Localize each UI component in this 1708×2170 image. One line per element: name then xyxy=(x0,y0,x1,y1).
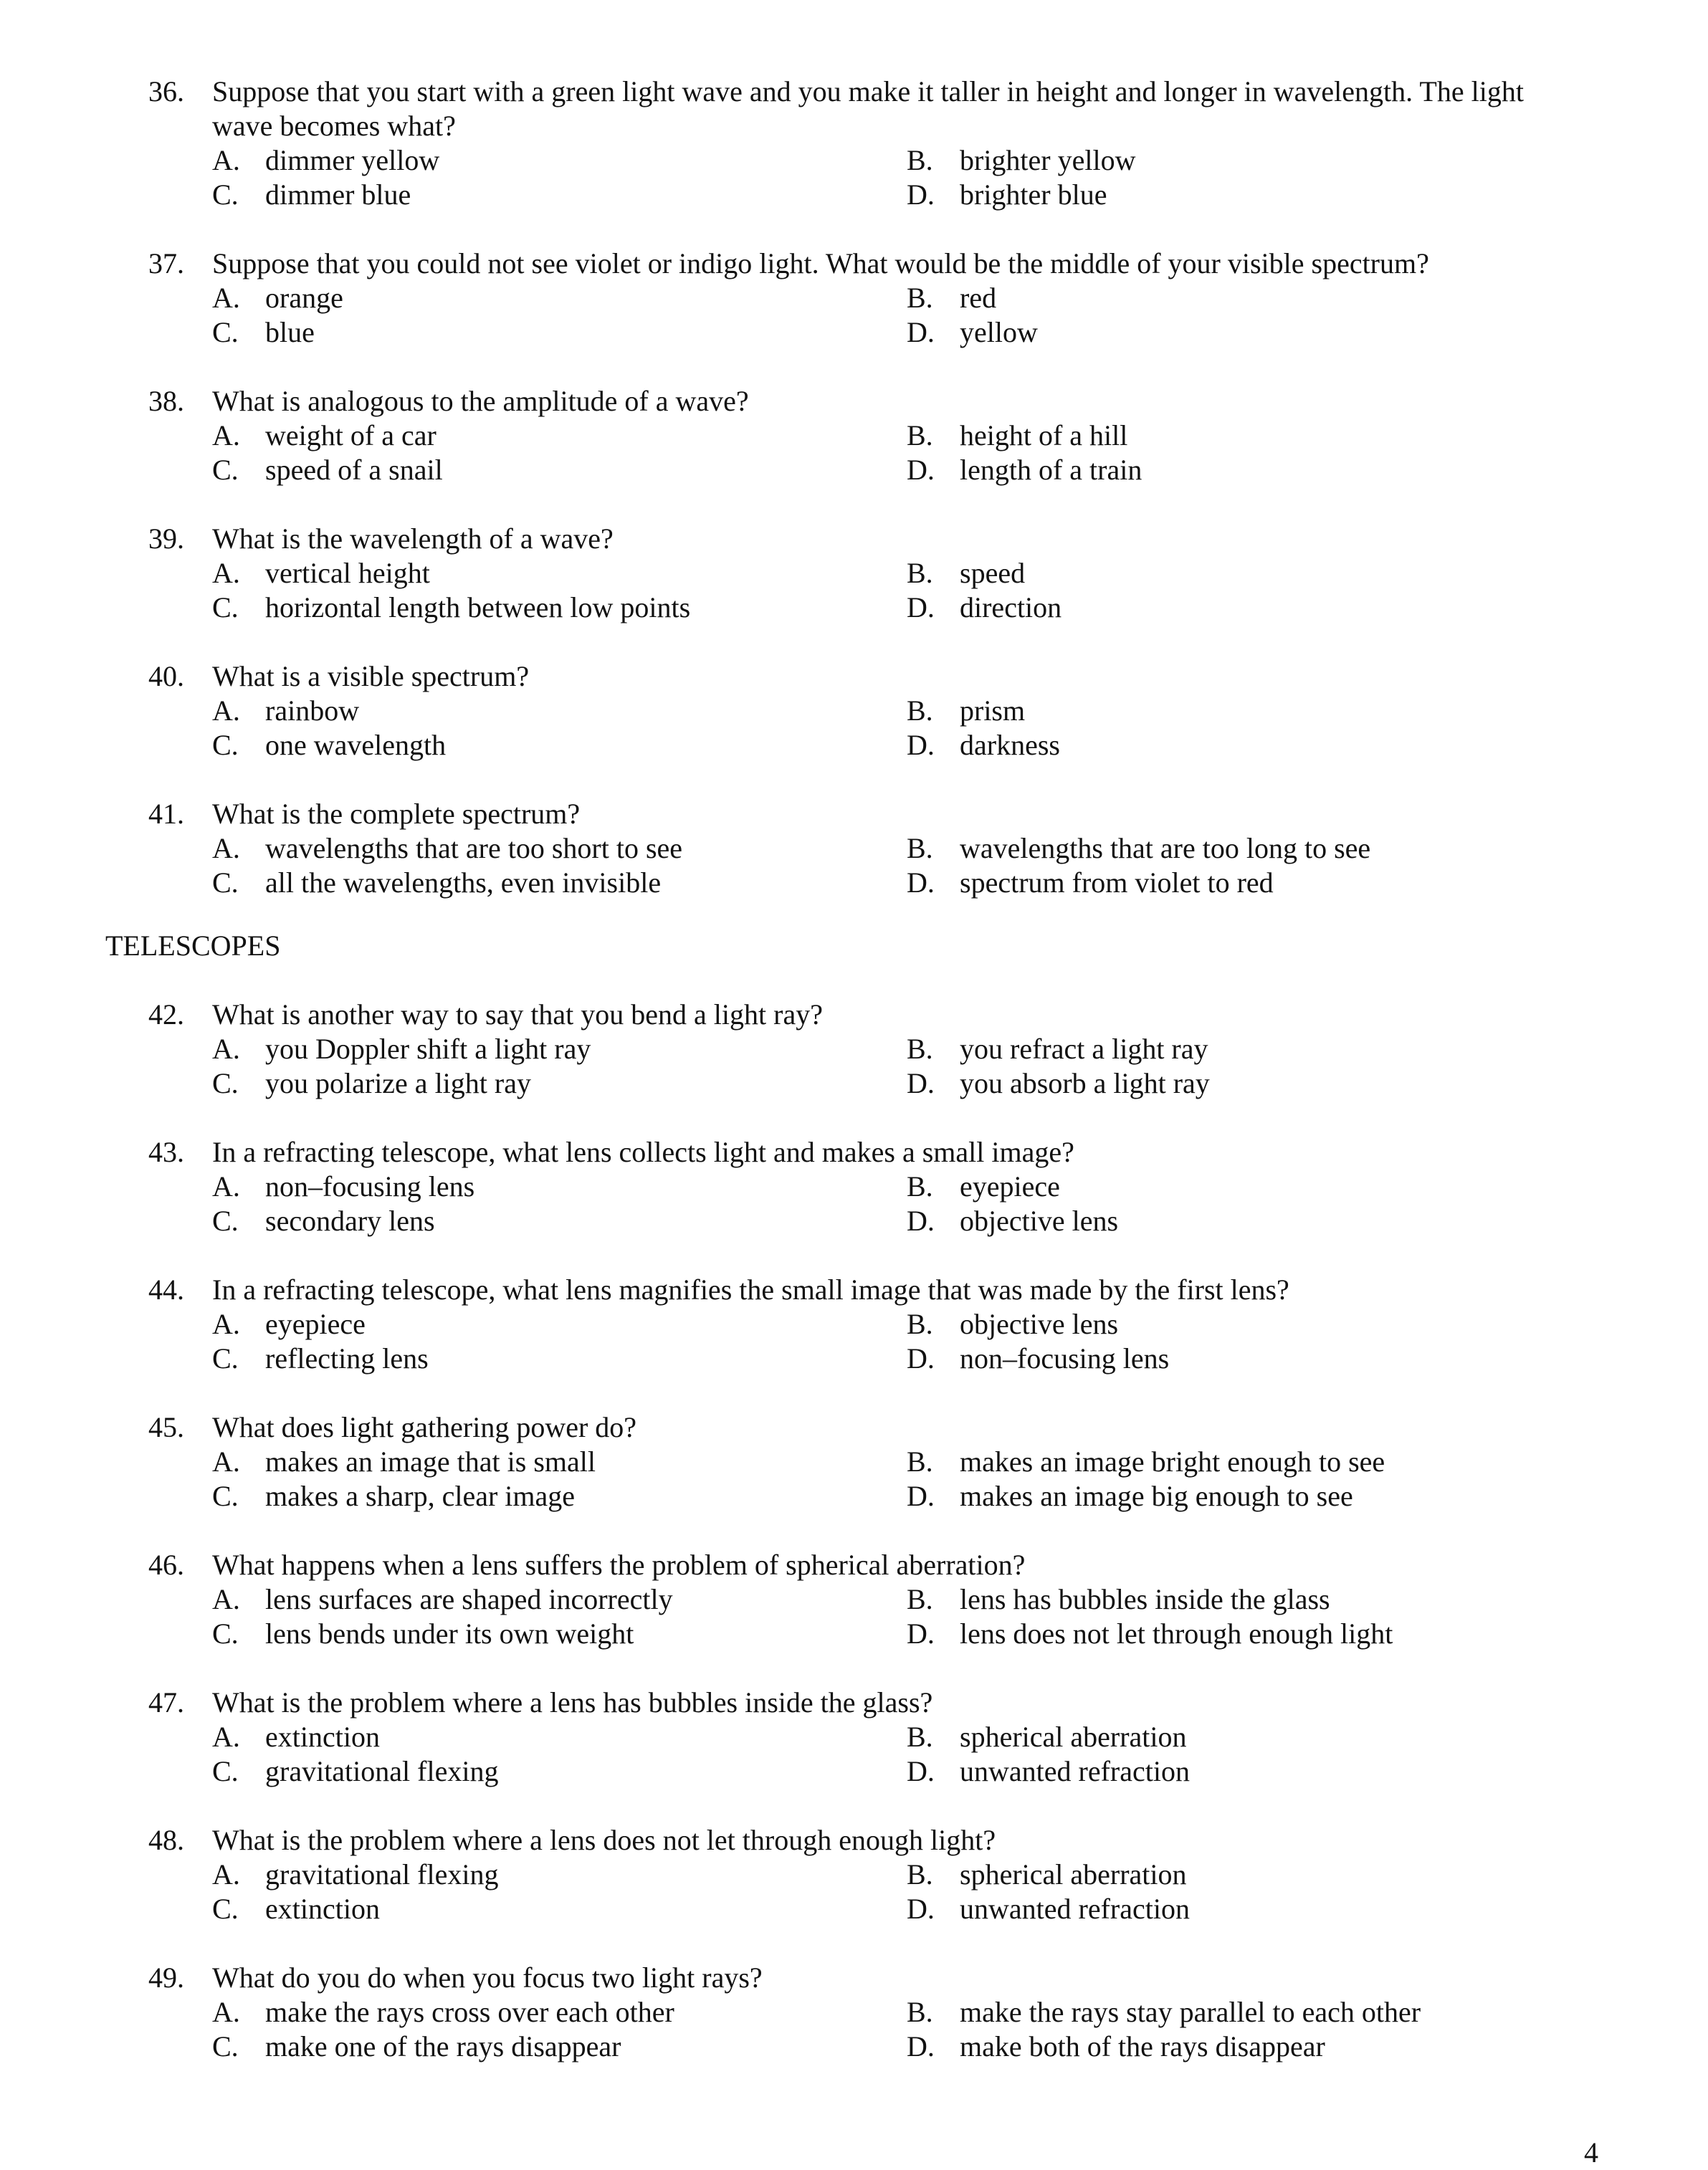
option-a xyxy=(212,1995,674,2030)
option-text: height of a hill xyxy=(960,419,1128,451)
option-text: reflecting lens xyxy=(265,1342,429,1375)
option-letter: B. xyxy=(907,144,933,176)
option-letter: C. xyxy=(212,729,239,761)
option-text: one wavelength xyxy=(265,729,447,761)
option-d xyxy=(907,1754,1190,1789)
option-letter: C. xyxy=(212,1893,239,1925)
option-d xyxy=(907,178,1107,212)
option-d xyxy=(907,453,1142,487)
option-text: unwanted refraction xyxy=(960,1755,1190,1787)
option-text: gravitational flexing xyxy=(265,1755,499,1787)
option-letter: A. xyxy=(212,557,240,589)
option-text: spherical aberration xyxy=(960,1858,1187,1891)
option-letter: C. xyxy=(212,2030,239,2063)
option-b xyxy=(907,281,996,315)
option-text: spherical aberration xyxy=(960,1721,1187,1753)
option-text: eyepiece xyxy=(960,1170,1060,1203)
question-number: 47. xyxy=(148,1686,184,1719)
question-number: 38. xyxy=(148,385,184,417)
option-letter: B. xyxy=(907,1033,933,1065)
option-letter: A. xyxy=(212,1858,240,1891)
option-c xyxy=(212,866,661,900)
option-c xyxy=(212,1617,634,1651)
question-text: Suppose that you could not see violet or indigo light. What would be the middle of your visible spectrum? xyxy=(212,247,1429,279)
option-d xyxy=(907,1892,1190,1926)
option-letter: C. xyxy=(212,1480,239,1512)
option-c xyxy=(212,728,446,763)
option-a xyxy=(212,831,682,866)
question-text: What do you do when you focus two light rays? xyxy=(212,1961,763,1994)
question-number: 46. xyxy=(148,1549,184,1581)
question-text: In a refracting telescope, what lens collects light and makes a small image? xyxy=(212,1136,1074,1168)
option-a xyxy=(212,556,430,591)
option-b xyxy=(907,831,1370,866)
option-letter: C. xyxy=(212,454,239,486)
option-letter: C. xyxy=(212,1755,239,1787)
option-d xyxy=(907,1342,1169,1376)
option-b xyxy=(907,556,1025,591)
option-text: darkness xyxy=(960,729,1060,761)
option-text: eyepiece xyxy=(265,1308,366,1340)
question-number: 42. xyxy=(148,998,184,1031)
option-b xyxy=(907,1307,1118,1342)
option-a xyxy=(212,1307,366,1342)
option-text: lens does not let through enough light xyxy=(960,1617,1393,1650)
option-c xyxy=(212,178,411,212)
option-text: you absorb a light ray xyxy=(960,1067,1210,1099)
option-letter: B. xyxy=(907,694,933,727)
question-text: What is a visible spectrum? xyxy=(212,660,530,692)
option-text: wavelengths that are too long to see xyxy=(960,832,1371,864)
option-text: you polarize a light ray xyxy=(265,1067,531,1099)
option-text: gravitational flexing xyxy=(265,1858,499,1891)
option-text: non–focusing lens xyxy=(265,1170,475,1203)
option-text: you Doppler shift a light ray xyxy=(265,1033,591,1065)
option-letter: B. xyxy=(907,282,933,314)
option-letter: D. xyxy=(907,1480,935,1512)
option-letter: C. xyxy=(212,1205,239,1237)
option-letter: D. xyxy=(907,1205,935,1237)
option-c xyxy=(212,1754,498,1789)
option-text: prism xyxy=(960,694,1026,727)
option-letter: B. xyxy=(907,1583,933,1615)
option-letter: C. xyxy=(212,178,239,211)
option-text: wavelengths that are too short to see xyxy=(265,832,683,864)
option-text: yellow xyxy=(960,316,1038,348)
option-c xyxy=(212,1066,531,1101)
option-letter: C. xyxy=(212,1617,239,1650)
option-text: makes an image bright enough to see xyxy=(960,1445,1385,1478)
option-text: orange xyxy=(265,282,343,314)
option-a xyxy=(212,1582,673,1617)
option-letter: C. xyxy=(212,1067,239,1099)
option-letter: B. xyxy=(907,419,933,451)
option-text: non–focusing lens xyxy=(960,1342,1170,1375)
option-text: makes a sharp, clear image xyxy=(265,1480,576,1512)
option-letter: B. xyxy=(907,557,933,589)
option-text: makes an image that is small xyxy=(265,1445,596,1478)
option-c xyxy=(212,1204,435,1238)
option-letter: D. xyxy=(907,729,935,761)
option-letter: A. xyxy=(212,1170,240,1203)
option-letter: B. xyxy=(907,1170,933,1203)
option-text: horizontal length between low points xyxy=(265,591,691,623)
question-text: What is the problem where a lens does not let through enough light? xyxy=(212,1824,996,1856)
question-number: 37. xyxy=(148,247,184,279)
option-c xyxy=(212,1342,429,1376)
option-letter: D. xyxy=(907,178,935,211)
option-d xyxy=(907,1066,1210,1101)
option-letter: A. xyxy=(212,832,240,864)
option-text: make the rays cross over each other xyxy=(265,1996,674,2028)
option-letter: A. xyxy=(212,144,240,176)
option-text: make the rays stay parallel to each other xyxy=(960,1996,1421,2028)
option-letter: A. xyxy=(212,1033,240,1065)
option-text: speed xyxy=(960,557,1026,589)
option-text: makes an image big enough to see xyxy=(960,1480,1353,1512)
option-text: brighter yellow xyxy=(960,144,1136,176)
option-letter: A. xyxy=(212,1583,240,1615)
option-letter: D. xyxy=(907,591,935,623)
question-number: 43. xyxy=(148,1136,184,1168)
question-number: 41. xyxy=(148,798,184,830)
option-b xyxy=(907,143,1136,178)
option-text: dimmer blue xyxy=(265,178,411,211)
option-letter: D. xyxy=(907,316,935,348)
option-text: extinction xyxy=(265,1721,380,1753)
question-text: What is the complete spectrum? xyxy=(212,798,581,830)
option-text: rainbow xyxy=(265,694,360,727)
option-text: brighter blue xyxy=(960,178,1107,211)
option-letter: B. xyxy=(907,1858,933,1891)
section-heading: TELESCOPES xyxy=(105,929,281,962)
question-text: What happens when a lens suffers the problem of spherical aberration? xyxy=(212,1549,1026,1581)
option-b xyxy=(907,1995,1421,2030)
option-letter: D. xyxy=(907,1617,935,1650)
option-letter: A. xyxy=(212,1308,240,1340)
option-b xyxy=(907,1032,1208,1066)
question-text: What is the wavelength of a wave? xyxy=(212,522,614,555)
option-letter: D. xyxy=(907,1755,935,1787)
option-a xyxy=(212,694,359,728)
option-a xyxy=(212,281,343,315)
question-text: Suppose that you start with a green light wave and you make it taller in height and longer in wavelength. The light wave becomes what? xyxy=(212,75,1524,142)
question-number: 36. xyxy=(148,75,184,107)
option-letter: C. xyxy=(212,866,239,899)
option-text: objective lens xyxy=(960,1308,1119,1340)
option-text: speed of a snail xyxy=(265,454,443,486)
option-d xyxy=(907,1617,1393,1651)
option-letter: B. xyxy=(907,1308,933,1340)
option-b xyxy=(907,1720,1187,1754)
option-text: objective lens xyxy=(960,1205,1119,1237)
option-text: dimmer yellow xyxy=(265,144,440,176)
option-d xyxy=(907,1479,1353,1514)
option-letter: D. xyxy=(907,1067,935,1099)
option-b xyxy=(907,1858,1187,1892)
option-letter: D. xyxy=(907,866,935,899)
option-a xyxy=(212,1170,474,1204)
option-text: make one of the rays disappear xyxy=(265,2030,621,2063)
option-text: vertical height xyxy=(265,557,430,589)
option-letter: D. xyxy=(907,1893,935,1925)
option-letter: A. xyxy=(212,694,240,727)
option-text: lens surfaces are shaped incorrectly xyxy=(265,1583,673,1615)
option-text: weight of a car xyxy=(265,419,436,451)
option-letter: B. xyxy=(907,832,933,864)
option-text: unwanted refraction xyxy=(960,1893,1190,1925)
option-text: you refract a light ray xyxy=(960,1033,1208,1065)
option-a xyxy=(212,419,436,453)
option-d xyxy=(907,866,1274,900)
option-text: spectrum from violet to red xyxy=(960,866,1274,899)
question-text: What is the problem where a lens has bubbles inside the glass? xyxy=(212,1686,933,1719)
option-c xyxy=(212,1479,575,1514)
option-d xyxy=(907,2030,1325,2064)
option-a xyxy=(212,1720,380,1754)
question-number: 45. xyxy=(148,1411,184,1443)
question-number: 44. xyxy=(148,1273,184,1306)
question-number: 40. xyxy=(148,660,184,692)
question-text: What does light gathering power do? xyxy=(212,1411,637,1443)
option-text: lens has bubbles inside the glass xyxy=(960,1583,1330,1615)
option-a xyxy=(212,1445,596,1479)
option-a xyxy=(212,1858,498,1892)
option-b xyxy=(907,1170,1060,1204)
question-text: What is another way to say that you bend a light ray? xyxy=(212,998,823,1031)
option-text: make both of the rays disappear xyxy=(960,2030,1325,2063)
option-text: blue xyxy=(265,316,315,348)
option-letter: C. xyxy=(212,591,239,623)
option-c xyxy=(212,315,315,350)
question-number: 48. xyxy=(148,1824,184,1856)
option-letter: A. xyxy=(212,1996,240,2028)
option-c xyxy=(212,453,443,487)
option-letter: A. xyxy=(212,1445,240,1478)
option-b xyxy=(907,694,1025,728)
question-text: What is analogous to the amplitude of a wave? xyxy=(212,385,749,417)
option-d xyxy=(907,591,1061,625)
option-b xyxy=(907,1582,1330,1617)
option-c xyxy=(212,2030,621,2064)
option-letter: C. xyxy=(212,1342,239,1375)
option-a xyxy=(212,143,439,178)
option-letter: C. xyxy=(212,316,239,348)
option-text: direction xyxy=(960,591,1062,623)
option-d xyxy=(907,1204,1118,1238)
option-b xyxy=(907,419,1127,453)
option-b xyxy=(907,1445,1385,1479)
option-letter: D. xyxy=(907,1342,935,1375)
option-letter: A. xyxy=(212,1721,240,1753)
option-text: lens bends under its own weight xyxy=(265,1617,634,1650)
question-text: In a refracting telescope, what lens magnifies the small image that was made by the first lens? xyxy=(212,1273,1289,1306)
option-d xyxy=(907,315,1038,350)
option-letter: B. xyxy=(907,1721,933,1753)
option-text: length of a train xyxy=(960,454,1142,486)
option-text: extinction xyxy=(265,1893,380,1925)
question-number: 39. xyxy=(148,522,184,555)
option-c xyxy=(212,591,690,625)
option-c xyxy=(212,1892,380,1926)
option-a xyxy=(212,1032,591,1066)
option-letter: B. xyxy=(907,1445,933,1478)
question-number: 49. xyxy=(148,1961,184,1994)
option-text: all the wavelengths, even invisible xyxy=(265,866,662,899)
option-d xyxy=(907,728,1060,763)
option-letter: D. xyxy=(907,2030,935,2063)
option-letter: A. xyxy=(212,282,240,314)
option-letter: B. xyxy=(907,1996,933,2028)
option-letter: D. xyxy=(907,454,935,486)
page-number: 4 xyxy=(1584,2136,1598,2169)
option-text: secondary lens xyxy=(265,1205,435,1237)
option-text: red xyxy=(960,282,997,314)
option-letter: A. xyxy=(212,419,240,451)
